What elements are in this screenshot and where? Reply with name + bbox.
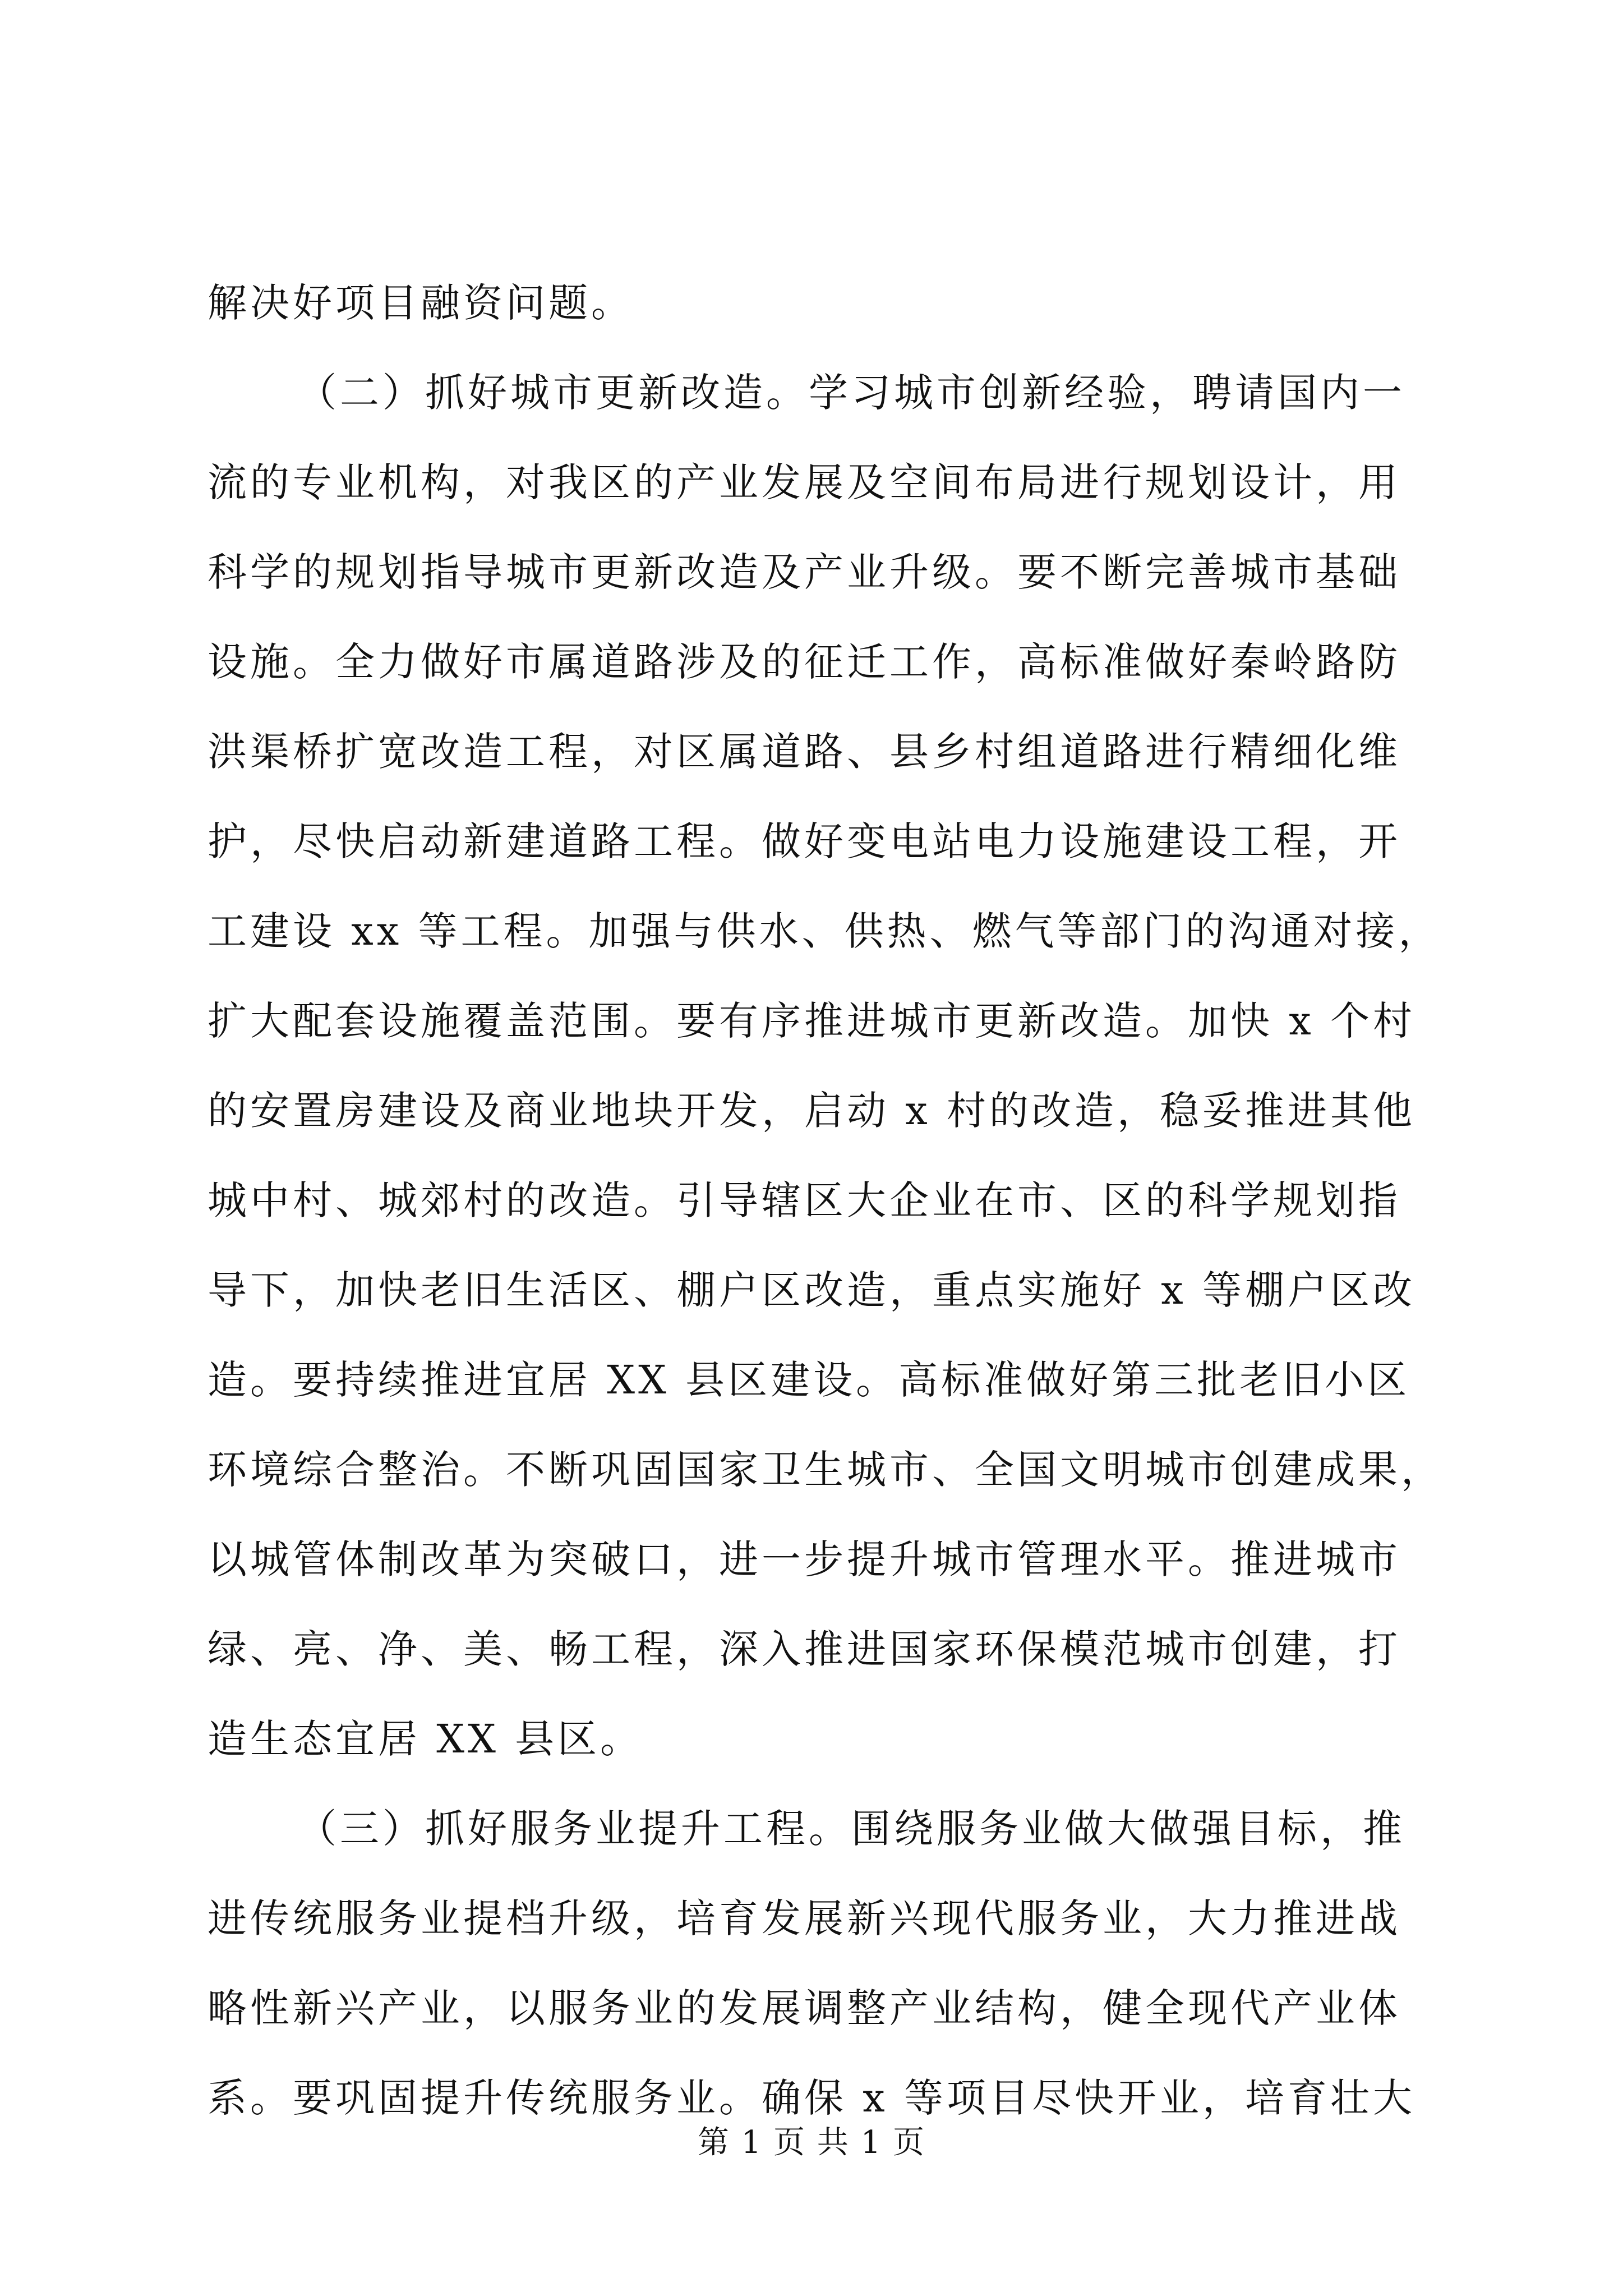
paragraph-heading-line: （二）抓好城市更新改造。学习城市创新经验，聘请国内一: [297, 370, 1405, 416]
text-line: 导下，加快老旧生活区、棚户区改造，重点实施好 x 等棚户区改: [208, 1267, 1415, 1313]
text-line: 设施。全力做好市属道路涉及的征迁工作，高标准做好秦岭路防: [208, 639, 1401, 685]
text-line: 城中村、城郊村的改造。引导辖区大企业在市、区的科学规划指: [208, 1177, 1401, 1223]
text-line: 造生态宜居 XX 县区。: [208, 1716, 643, 1762]
text-line: 系。要巩固提升传统服务业。确保 x 等项目尽快开业，培育壮大: [208, 2075, 1415, 2121]
text-line: 的安置房建设及商业地块开发，启动 x 村的改造，稳妥推进其他: [208, 1088, 1415, 1134]
text-line: 科学的规划指导城市更新改造及产业升级。要不断完善城市基础: [208, 549, 1401, 595]
text-line: 护，尽快启动新建道路工程。做好变电站电力设施建设工程，开: [208, 818, 1401, 864]
text-line: 绿、亮、净、美、畅工程，深入推进国家环保模范城市创建，打: [208, 1626, 1401, 1672]
text-line: 造。要持续推进宜居 XX 县区建设。高标准做好第三批老旧小区: [208, 1357, 1410, 1403]
text-line: 以城管体制改革为突破口，进一步提升城市管理水平。推进城市: [208, 1536, 1401, 1582]
paragraph-heading-line: （三）抓好服务业提升工程。围绕服务业做大做强目标，推: [297, 1806, 1405, 1852]
page-number-footer: 第 1 页 共 1 页: [697, 2124, 926, 2161]
text-line: 洪渠桥扩宽改造工程，对区属道路、县乡村组道路进行精细化维: [208, 729, 1401, 775]
text-line: 解决好项目融资问题。: [208, 280, 634, 326]
text-line: 工建设 xx 等工程。加强与供水、供热、燃气等部门的沟通对接，: [208, 908, 1441, 954]
text-line: 流的专业机构，对我区的产业发展及空间布局进行规划设计，用: [208, 459, 1401, 505]
text-line: 略性新兴产业，以服务业的发展调整产业结构，健全现代产业体: [208, 1985, 1401, 2031]
text-line: 环境综合整治。不断巩固国家卫生城市、全国文明城市创建成果，: [208, 1447, 1444, 1493]
text-line: 进传统服务业提档升级，培育发展新兴现代服务业，大力推进战: [208, 1895, 1401, 1941]
text-line: 扩大配套设施覆盖范围。要有序推进城市更新改造。加快 x 个村: [208, 998, 1415, 1044]
